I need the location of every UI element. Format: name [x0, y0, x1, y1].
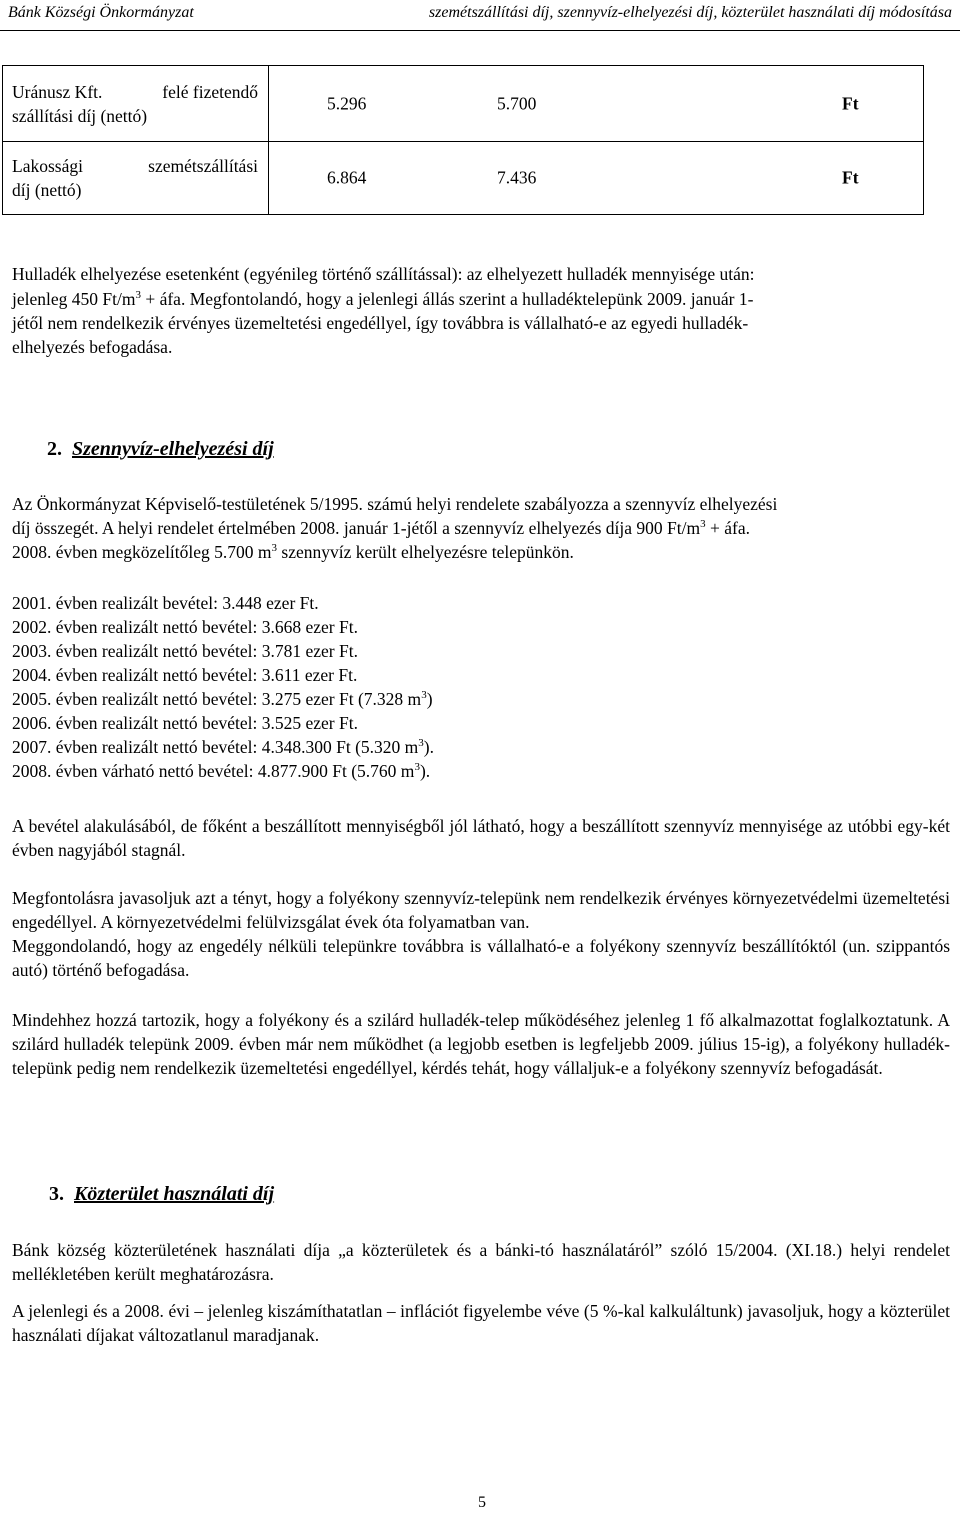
text-run: ). [423, 737, 434, 757]
fee-label-part: díj (nettó) [12, 180, 82, 200]
fee-unit: Ft [842, 167, 859, 188]
section-heading: Szennyvíz-elhelyezési díj [72, 438, 274, 460]
text-run: ). [419, 761, 431, 781]
text-run: 2008. évben megközelítőleg 5.700 m [12, 542, 272, 562]
superscript: 3 [271, 542, 278, 555]
superscript: 3 [418, 737, 424, 750]
text-run: jelenleg 450 Ft/m [12, 289, 136, 309]
revenue-line [12, 759, 430, 783]
table-row [3, 66, 924, 142]
fee-label-part: Uránusz Kft. [12, 81, 103, 102]
fee-table [2, 65, 924, 215]
revenue-line [12, 591, 319, 615]
text-run: 2001. évben realizált bevétel: 3.448 ezer Ft. [12, 593, 319, 613]
paragraph: A jelenlegi és a 2008. évi – jelenleg kiszámíthatatlan – inflációt figyelembe véve (5 %-kal kalkuláltunk) javasoljuk, hogy a közterület használati díjakat változatlanul maradjanak. [12, 1301, 950, 1345]
section-heading: Közterület használati díj [74, 1183, 275, 1205]
revenue-line [12, 663, 357, 687]
text-run: 2005. évben realizált nettó bevétel: 3.275 ezer Ft (7.328 m [12, 689, 422, 709]
header-right: szemétszállítási díj, szennyvíz-elhelyezési díj, közterület használati díj módosítása [428, 4, 952, 21]
section-3-title [49, 1183, 274, 1206]
fee-label-part: szállítási díj (nettó) [12, 105, 148, 126]
paragraph: Bánk község közterületének használati díja „a közterületek és a bánki-tó használatáról” szóló 15/2004. (XI.18.) helyi rendelet mellékletében került meghatározásra. [12, 1240, 950, 1284]
section-number: 2. [47, 438, 62, 460]
fee-label [3, 66, 269, 142]
text-run: + áfa. Megfontolandó, hogy a jelenlegi állás szerint a hulladéktelepünk 2009. január 1- [140, 289, 754, 309]
text-run: + áfa. [705, 518, 750, 538]
fee-values [269, 66, 924, 142]
waste-line: elhelyezés befogadása. [12, 337, 173, 357]
superscript: 3 [135, 289, 141, 302]
fee-value-new: 5.700 [497, 93, 537, 113]
table-row [3, 142, 924, 215]
intro-line [12, 540, 574, 564]
revenue-line [12, 687, 433, 711]
fee-label [3, 142, 269, 215]
text-run: 2003. évben realizált nettó bevétel: 3.781 ezer Ft. [12, 641, 358, 661]
text-run: 2004. évben realizált nettó bevétel: 3.611 ezer Ft. [12, 665, 358, 685]
revenue-line [12, 639, 358, 663]
intro-line: Az Önkormányzat Képviselő-testületének 5/1995. számú helyi rendelete szabályozza a szennyvíz elhelyezési [12, 494, 778, 514]
revenue-line [12, 711, 358, 735]
fee-label-part: szemétszállítási [148, 156, 258, 176]
text-run: 2006. évben realizált nettó bevétel: 3.525 ezer Ft. [12, 713, 358, 733]
revenue-line [12, 735, 434, 759]
page-header [0, 0, 960, 31]
text-run: díj összegét. A helyi rendelet értelmében 2008. január 1-jétől a szennyvíz elhelyezés díja 900 Ft/m [12, 518, 701, 538]
waste-line: jétől nem rendelkezik érvényes üzemeltetési engedéllyel, így továbbra is vállalható-e az egyedi hulladék- [12, 313, 749, 333]
fee-value-new: 7.436 [497, 167, 537, 188]
header-left: Bánk Községi Önkormányzat [8, 4, 194, 21]
text-run: ) [426, 689, 433, 709]
superscript: 3 [700, 518, 706, 531]
fee-label-part: felé fizetendő [162, 81, 258, 102]
fee-unit: Ft [842, 93, 859, 113]
paragraph: Megfontolásra javasoljuk azt a tényt, hogy a folyékony szennyvíz-telepünk nem rendelkezik érvényes környezetvédelmi üzemeltetési engedéllyel. A környezetvédelmi felülvizsgálat évek óta folyamatban van. [12, 888, 950, 932]
text-run: szennyvíz került elhelyezésre telepünkön. [277, 542, 574, 562]
fee-label-part: Lakossági [12, 156, 83, 176]
fee-value-old: 5.296 [327, 93, 367, 113]
superscript: 3 [414, 761, 420, 774]
superscript: 3 [421, 689, 427, 702]
fee-values [269, 142, 924, 215]
paragraph: A bevétel alakulásából, de főként a beszállított mennyiségből jól látható, hogy a beszállított szennyvíz mennyisége az utóbbi egy-két évben nagyjából stagnál. [12, 816, 950, 860]
text-run: 2007. évben realizált nettó bevétel: 4.348.300 Ft (5.320 m [12, 737, 419, 757]
text-run: 2008. évben várható nettó bevétel: 4.877.900 Ft (5.760 m [12, 761, 415, 781]
revenue-line [12, 615, 358, 639]
intro-line [12, 516, 750, 540]
paragraph: Mindehhez hozzá tartozik, hogy a folyékony és a szilárd hulladék-telep működéséhez jelenleg 1 fő alkalmazottat foglalkoztatunk. A szilárd hulladék telepünk 2009. évben már nem működhet (a legjobb esetben is legfeljebb 2009. július 15-ig), a folyékony hulladék-telepünk pedig nem rendelkezik üzemeltetési engedéllyel, kérdés tehát, hogy vállaljuk-e a folyékony szennyvíz befogadását. [12, 1010, 950, 1078]
section-number: 3. [49, 1183, 64, 1205]
page-number: 5 [478, 1494, 486, 1511]
waste-line: Hulladék elhelyezése esetenként (egyénileg történő szállítással): az elhelyezett hulladék mennyisége után: [12, 264, 755, 284]
paragraph: Meggondolandó, hogy az engedély nélküli telepünkre továbbra is vállalható-e a folyékony szennyvíz beszállítóktól (un. szippantós autó) történő befogadása. [12, 936, 950, 980]
waste-line [12, 287, 753, 311]
text-run: 2002. évben realizált nettó bevétel: 3.668 ezer Ft. [12, 617, 358, 637]
fee-value-old: 6.864 [327, 167, 367, 188]
section-2-title [47, 438, 274, 461]
